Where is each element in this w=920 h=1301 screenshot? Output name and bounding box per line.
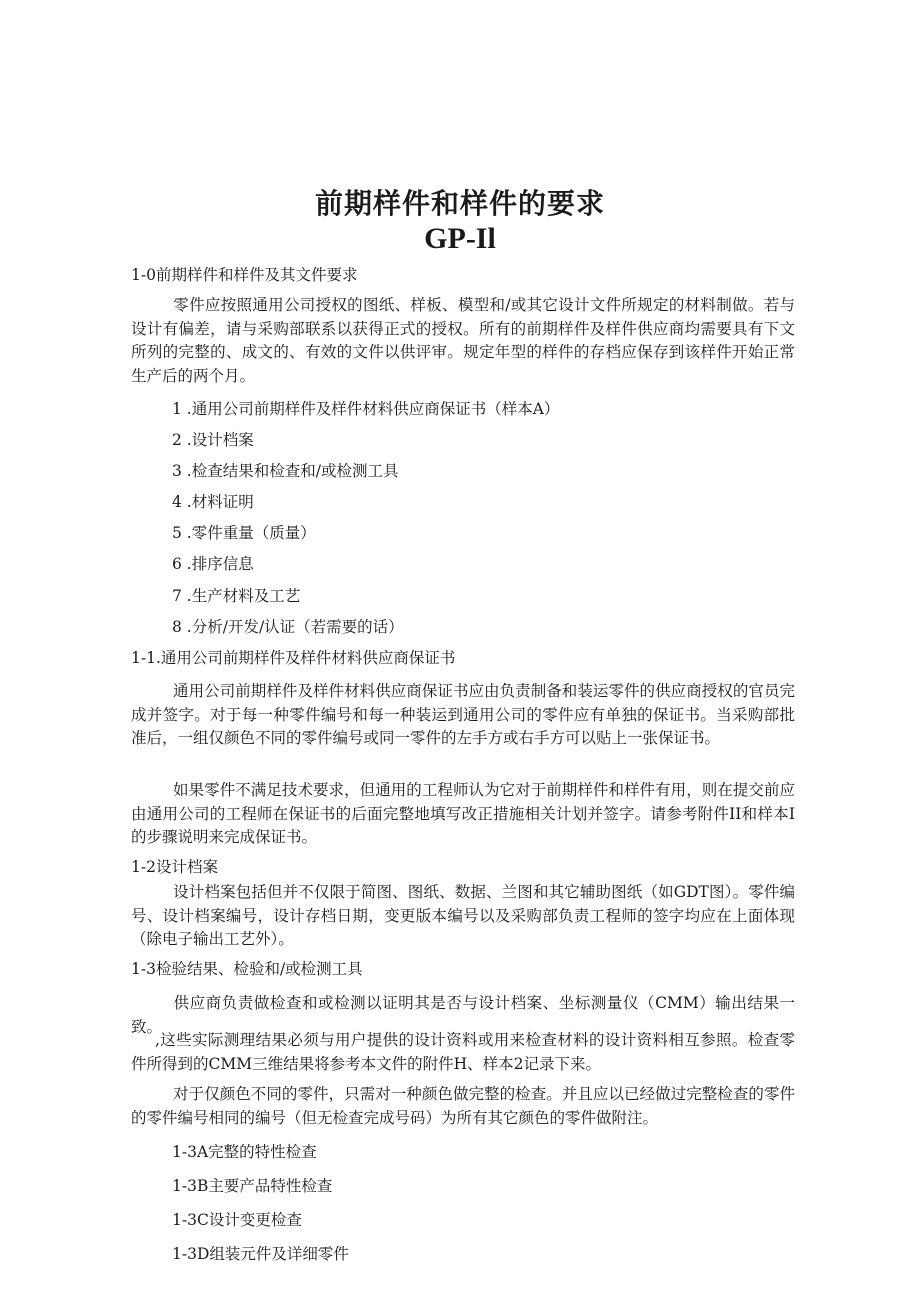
document-title: 前期样件和样件的要求 — [314, 187, 605, 220]
section-1-3-paragraph-1b — [131, 1029, 795, 1076]
paragraph-text: 零件应按照通用公司授权的图纸、样板、模型和/或其它设计文件所规定的材料制做。若与设计有偏差，请与采购部联系以获得正式的授权。所有的前期样件及样件供应商均需要具有下文所列的完整的、成文的、有效的文件以供评审。规定年型的样件的存档应保存到该样件开始正常生产后的两个月。 — [131, 296, 795, 385]
section-heading-1-2: 1-2设计档案 — [131, 858, 218, 876]
subsection-item: 1-3C设计变更检查 — [172, 1211, 302, 1229]
list-item: 1 .通用公司前期样件及样件材料供应商保证书（样本A） — [172, 400, 560, 418]
paragraph-text: ,这些实际测理结果必须与用户提供的设计资料或用来检查材料的设计资料相互参照。检查零件所得到的CMM三维结果将参考本文件的附件H、样本2记录下来。 — [131, 1031, 795, 1073]
paragraph-text: 设计档案包括但并不仅限于简图、图纸、数据、兰图和其它辅助图纸（如GDT图）。零件编号、设计档案编号，设计存档日期，变更版本编号以及采购部负责工程师的签字均应在上面体现（除电子输出工艺外）。 — [131, 883, 795, 948]
list-item: 5 .零件重量（质量） — [172, 524, 316, 542]
section-1-1-paragraph-2 — [131, 779, 795, 850]
paragraph-text: 对于仅颜色不同的零件，只需对一种颜色做完整的检查。并且应以已经做过完整检查的零件的零件编号相同的编号（但无检查完成号码）为所有其它颜色的零件做附注。 — [131, 1085, 795, 1127]
paragraph-text: 供应商负责做检查和或检测以证明其是否与设计档案、坐标测量仪（CMM）输出结果一致。 — [131, 994, 795, 1036]
subsection-item: 1-3D组装元件及详细零件 — [172, 1245, 349, 1263]
list-item: 7 .生产材料及工艺 — [172, 587, 301, 605]
section-1-0-paragraph — [131, 294, 795, 388]
list-item: 4 .材料证明 — [172, 493, 254, 511]
section-1-1-paragraph-1 — [131, 680, 795, 751]
subsection-item: 1-3B主要产品特性检查 — [172, 1177, 333, 1195]
paragraph-text: 如果零件不满足技术要求，但通用的工程师认为它对于前期样件和样件有用，则在提交前应由通用公司的工程师在保证书的后面完整地填写改正措施相关计划并签字。请参考附件II和样本I的步骤说明来完成保证书。 — [131, 781, 795, 846]
section-heading-1-0: 1-0前期样件和样件及其文件要求 — [131, 266, 358, 284]
list-item: 3 .检查结果和检查和/或检测工具 — [172, 462, 399, 480]
document-code: GP-Il — [424, 222, 496, 255]
paragraph-text: 通用公司前期样件及样件材料供应商保证书应由负责制备和装运零件的供应商授权的官员完成并签字。对于每一种零件编号和每一种装运到通用公司的零件应有单独的保证书。当采购部批准后，一组仅颜色不同的零件编号或同一零件的左手方或右手方可以贴上一张保证书。 — [131, 682, 795, 747]
list-item: 2 .设计档案 — [172, 431, 254, 449]
subsection-item: 1-3A完整的特性检查 — [172, 1143, 317, 1161]
section-heading-1-3: 1-3检验结果、检验和/或检测工具 — [131, 960, 363, 978]
section-1-2-paragraph — [131, 881, 795, 952]
section-heading-1-1: 1-1.通用公司前期样件及样件材料供应商保证书 — [131, 649, 456, 667]
section-1-3-paragraph-2 — [131, 1083, 795, 1130]
list-item: 8 .分析/开发/认证（若需要的话） — [172, 618, 404, 636]
list-item: 6 .排序信息 — [172, 555, 254, 573]
